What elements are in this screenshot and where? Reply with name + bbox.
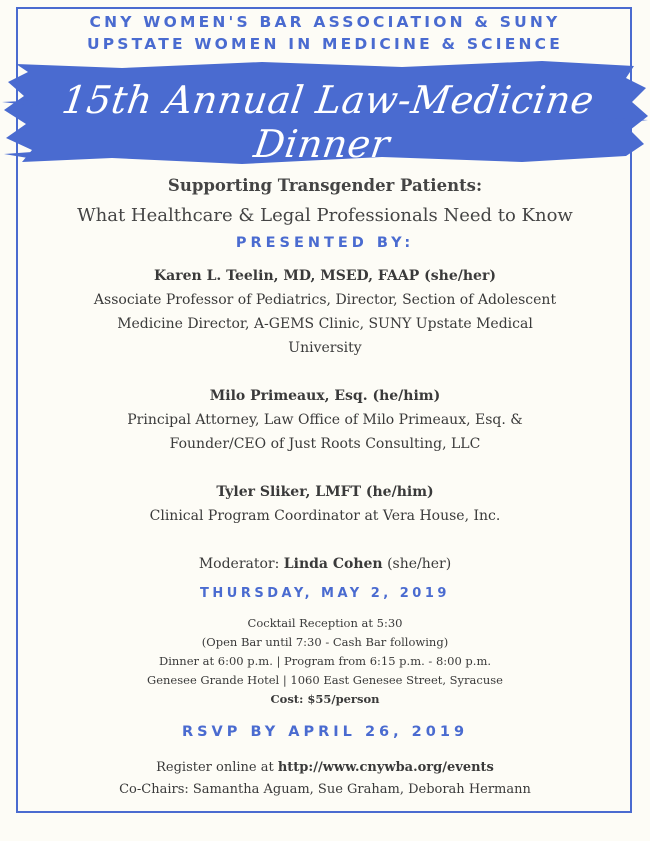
detail-line: Dinner at 6:00 p.m. | Program from 6:15 p.m. - 8:00 p.m. [158,654,492,668]
organization-line-1: CNY WOMEN'S BAR ASSOCIATION & SUNY [89,13,561,31]
event-cost: Cost: $55/person [270,692,380,706]
speaker-role-line: Principal Attorney, Law Office of Milo Primeaux, Esq. & [127,412,523,428]
speaker-name: Karen L. Teelin, MD, MSED, FAAP (she/her) [154,268,496,284]
register-link[interactable]: http://www.cnywba.org/events [277,760,494,775]
register-label: Register online at [156,760,274,775]
event-date: THURSDAY, MAY 2, 2019 [200,586,450,601]
speaker-block [0,480,650,528]
rsvp-deadline: RSVP BY APRIL 26, 2019 [181,724,469,740]
detail-line: (Open Bar until 7:30 - Cash Bar following) [201,635,449,649]
topic-subtitle: What Healthcare & Legal Professionals Need to Know [77,205,573,226]
speaker-role-line: Founder/CEO of Just Roots Consulting, LLC [169,436,481,452]
speaker-role-line: University [288,340,362,356]
moderator-line [0,552,650,576]
speaker-block [0,384,650,456]
detail-line: Genesee Grande Hotel | 1060 East Genesee Street, Syracuse [147,673,503,687]
cochairs-line: Co-Chairs: Samantha Aguam, Sue Graham, Deborah Hermann [119,782,531,797]
moderator-label: Moderator: [198,556,280,572]
moderator-name: Linda Cohen [283,556,383,572]
presented-by-heading: PRESENTED BY: [235,235,415,251]
speaker-role-line: Clinical Program Coordinator at Vera House, Inc. [149,508,501,524]
speaker-role-line: Medicine Director, A-GEMS Clinic, SUNY Upstate Medical [117,316,533,332]
detail-line: Cocktail Reception at 5:30 [247,616,403,630]
moderator-pronouns: (she/her) [387,556,452,572]
speaker-role-line: Associate Professor of Pediatrics, Director, Section of Adolescent [93,292,557,308]
topic-title: Supporting Transgender Patients: [167,176,483,195]
register-line [0,757,650,779]
title-banner [2,58,648,168]
event-title: 15th Annual Law-Medicine Dinner [59,78,597,166]
speaker-name: Milo Primeaux, Esq. (he/him) [209,388,441,404]
organization-line-2: UPSTATE WOMEN IN MEDICINE & SCIENCE [86,35,564,53]
speaker-name: Tyler Sliker, LMFT (he/him) [216,484,434,500]
event-details [0,614,650,709]
speaker-block [0,264,650,360]
